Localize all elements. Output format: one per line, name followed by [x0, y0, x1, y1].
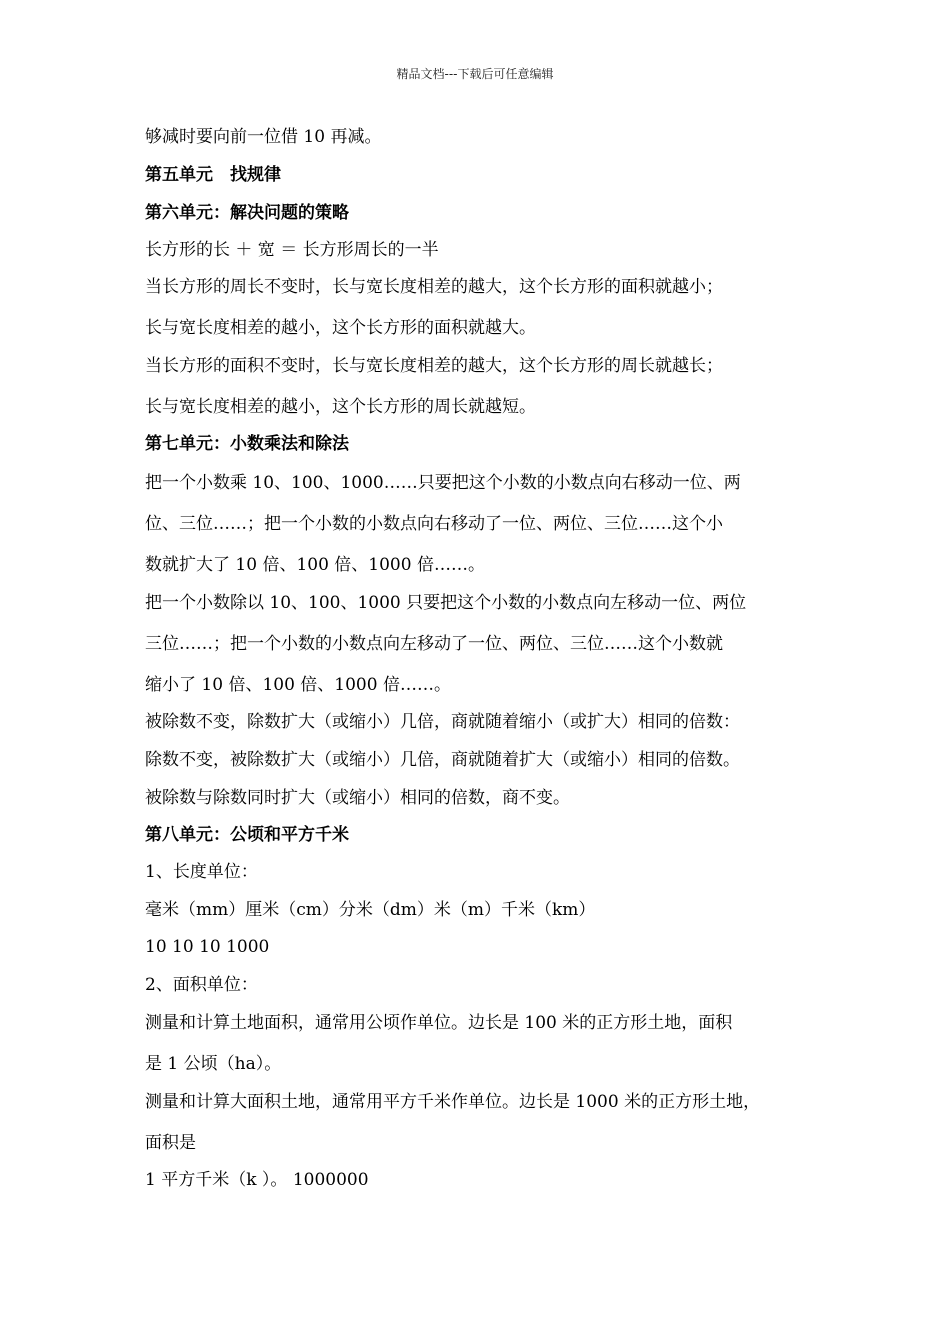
- text-line: 够减时要向前一位借 10 再减。: [145, 127, 382, 147]
- text-line: 10 10 10 1000: [145, 937, 270, 957]
- text-line: 被除数与除数同时扩大（或缩小）相同的倍数，商不变。: [145, 788, 570, 808]
- section-heading-unit8: 第八单元：公顷和平方千米: [145, 825, 349, 845]
- text-line: 1 平方千米（k ）。 1000000: [145, 1170, 369, 1190]
- text-line: 测量和计算土地面积，通常用公顷作单位。边长是 100 米的正方形土地，面积: [145, 1013, 733, 1033]
- text-line: 数就扩大了 10 倍、100 倍、1000 倍……。: [145, 555, 485, 575]
- text-line: 缩小了 10 倍、100 倍、1000 倍……。: [145, 675, 451, 695]
- text-line: 长与宽长度相差的越小，这个长方形的面积就越大。: [145, 318, 536, 338]
- section-heading-unit6: 第六单元：解决问题的策略: [145, 203, 349, 223]
- text-line: 长与宽长度相差的越小，这个长方形的周长就越短。: [145, 397, 536, 417]
- text-line: 是 1 公顷（ha）。: [145, 1054, 282, 1074]
- section-heading-unit5: 第五单元 找规律: [145, 165, 281, 185]
- text-line: 把一个小数除以 10、100、1000 只要把这个小数的小数点向左移动一位、两位: [145, 593, 747, 613]
- text-line: 被除数不变，除数扩大（或缩小）几倍，商就随着缩小（或扩大）相同的倍数：: [145, 712, 740, 732]
- text-line: 面积是: [145, 1133, 196, 1153]
- page-header: 精品文档---下载后可任意编辑: [396, 67, 554, 81]
- text-line: 毫米（mm）厘米（cm）分米（dm）米（m）千米（km）: [145, 900, 596, 920]
- section-heading-unit7: 第七单元：小数乘法和除法: [145, 434, 349, 454]
- text-line: 当长方形的面积不变时，长与宽长度相差的越大，这个长方形的周长就越长；: [145, 356, 723, 376]
- text-line: 除数不变，被除数扩大（或缩小）几倍，商就随着扩大（或缩小）相同的倍数。: [145, 750, 740, 770]
- text-line: 三位……；把一个小数的小数点向左移动了一位、两位、三位……这个小数就: [145, 634, 723, 654]
- text-line: 测量和计算大面积土地，通常用平方千米作单位。边长是 1000 米的正方形土地，: [145, 1092, 761, 1112]
- text-line: 1、长度单位：: [145, 862, 258, 882]
- text-line: 长方形的长 ＋ 宽 ＝ 长方形周长的一半: [145, 240, 439, 260]
- text-line: 2、面积单位：: [145, 975, 258, 995]
- text-line: 当长方形的周长不变时，长与宽长度相差的越大，这个长方形的面积就越小；: [145, 277, 723, 297]
- text-line: 把一个小数乘 10、100、1000……只要把这个小数的小数点向右移动一位、两: [145, 473, 741, 493]
- text-line: 位、三位……；把一个小数的小数点向右移动了一位、两位、三位……这个小: [145, 514, 723, 534]
